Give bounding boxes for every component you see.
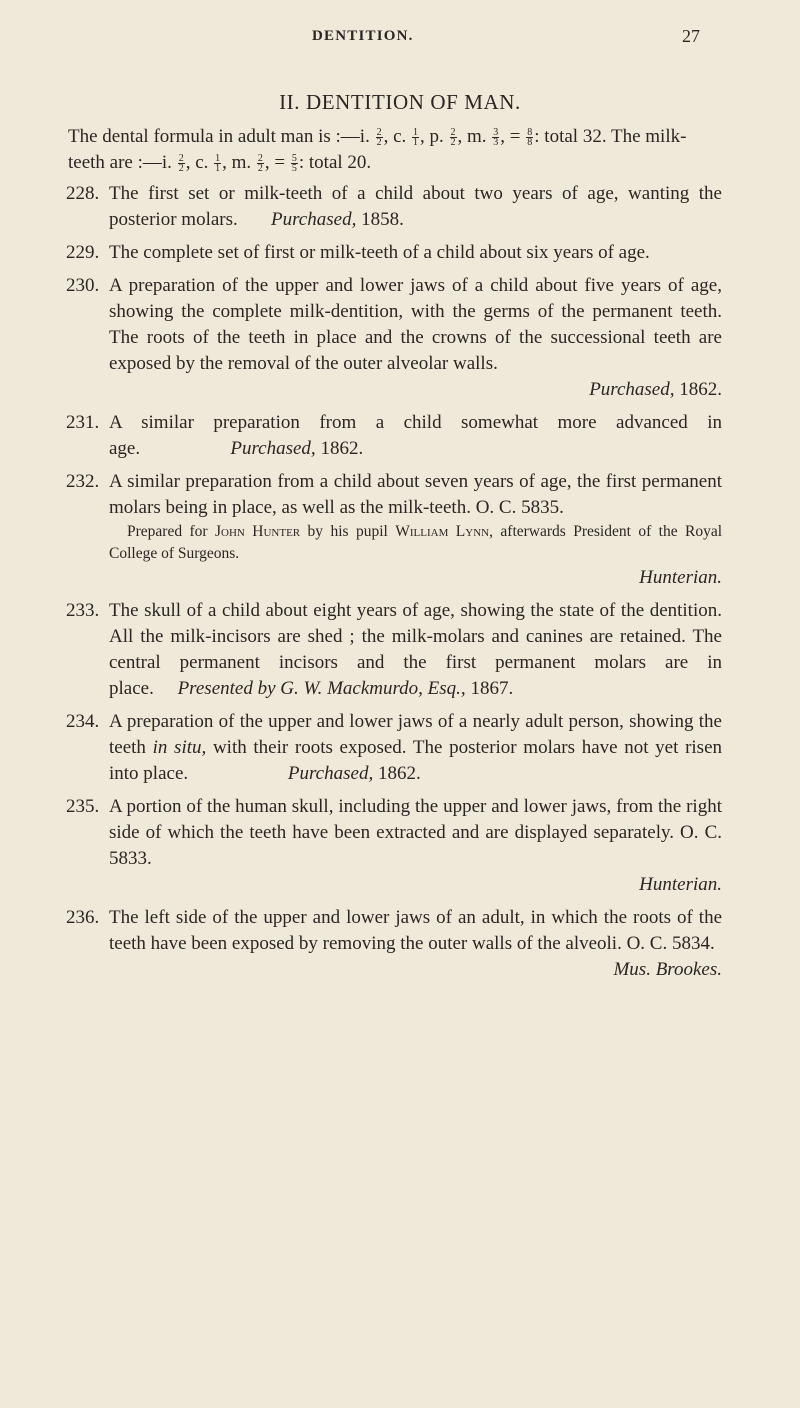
formula-fraction: $\frac{8}{8}$: [527, 127, 533, 149]
entry-source: Purchased,: [287, 763, 374, 784]
running-head-title: DENTITION.: [312, 28, 414, 44]
section-title: II. DENTITION OF MAN.: [279, 90, 521, 114]
formula-fraction: $\frac{1}{1}$: [215, 153, 221, 175]
running-head: [300, 28, 700, 58]
entry-number: 233.: [66, 600, 100, 621]
entry-source: Purchased,: [230, 438, 316, 459]
entry-number: 229.: [66, 242, 100, 263]
entry-source: Purchased,: [589, 379, 675, 400]
entry-number: 235.: [66, 796, 100, 817]
catalogue-entry-230: 230. A preparation of the upper and lower jaws of a child about five years of age, showing the complete milk-dentition, with the germs of the permanent teeth. The roots of the teeth in place and the crowns of the successional teeth are exposed by the removal of the outer alveolar walls. Purchased, 1862.: [66, 275, 722, 400]
formula-fraction: $\frac{2}{2}$: [178, 153, 184, 175]
entry-collection: Hunterian.: [639, 567, 722, 588]
formula-fraction: $\frac{2}{2}$: [376, 127, 382, 149]
catalogue-entry-231: 231. A similar preparation from a child somewhat more advanced in age. Purchased, 1862.: [66, 412, 722, 459]
entry-note: Prepared for John Hunter by his pupil William Lynn, afterwards President of the Royal College of Surgeons.: [109, 523, 723, 562]
dental-formula-paragraph: The dental formula in adult man is :—i. $\frac{2}{2}$ , c. $\frac{1}{1}$ , p. $\frac{2}{2}$ , m. $\frac{3}{3}$ , = $\frac{8}{8}$ : total 32. The milk-teeth are :—i. $\frac{2}{2}$ , c. $\frac{1}{1}$ , m. $\frac{2}{2}$ , = $\frac{5}{5}$ : total 20.: [68, 126, 687, 175]
formula-fraction: $\frac{1}{1}$: [413, 127, 419, 149]
entry-source: Purchased,: [271, 209, 357, 230]
catalogue-entry-228: 228. The first set or milk-teeth of a child about two years of age, wanting the posterior molars. Purchased, 1858.: [66, 183, 722, 230]
formula-fraction: $\frac{3}{3}$: [493, 127, 499, 149]
catalogue-entries: [0, 181, 800, 990]
entry-number: 230.: [66, 275, 100, 296]
catalogue-entry-234: 234. A preparation of the upper and lower jaws of a nearly adult person, showing the teeth in situ, with their roots exposed. The posterior molars have not yet risen into place. Purchased, 1862.: [66, 711, 722, 784]
formula-fraction: $\frac{2}{2}$: [450, 127, 456, 149]
catalogue-entry-235: 235. A portion of the human skull, including the upper and lower jaws, from the right side of which the teeth have been extracted and are displayed separately. O. C. 5833. Hunterian.: [66, 794, 722, 898]
entry-source: Presented by G. W. Mackmurdo, Esq.,: [177, 678, 466, 699]
entry-number: 232.: [66, 471, 100, 492]
catalogue-entry-232: 232. A similar preparation from a child about seven years of age, the first permanent molars being in place, as well as the milk-teeth. O. C. 5835. Prepared for John Hunter by his pupil William Lynn, afterwards President of the Royal College of Surgeons. Hunterian.: [66, 469, 722, 591]
entry-number: 231.: [66, 412, 100, 433]
formula-fraction: $\frac{5}{5}$: [291, 153, 297, 175]
catalogue-entry-236: 236. The left side of the upper and lower jaws of an adult, in which the roots of the teeth have been exposed by removing the outer walls of the alveoli. O. C. 5834. Mus. Brookes.: [66, 905, 722, 983]
page-number: 27: [682, 26, 700, 46]
entry-collection: Mus. Brookes.: [613, 959, 722, 980]
entry-number: 236.: [66, 907, 100, 928]
formula-fraction: $\frac{2}{2}$: [257, 153, 263, 175]
catalogue-entry-229: 229. The complete set of first or milk-teeth of a child about six years of age.: [66, 240, 722, 266]
catalogue-entry-233: 233. The skull of a child about eight years of age, showing the state of the dentition. All the milk-incisors are shed ; the milk-molars and canines are retained. The central permanent incisors and the first permanent molars are in place. Presented by G. W. Mackmurdo, Esq., 1867.: [66, 600, 722, 699]
entry-collection: Hunterian.: [639, 874, 722, 895]
entry-number: 234.: [66, 711, 100, 732]
entry-number: 228.: [66, 183, 100, 204]
